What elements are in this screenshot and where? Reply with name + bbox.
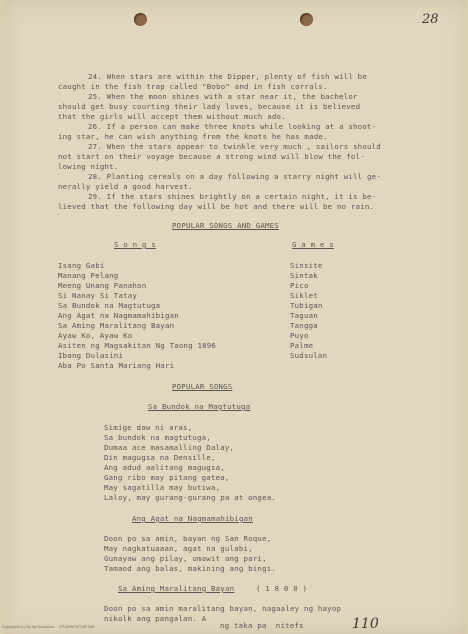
lyric-line: Gunayaw ang pilay, umawit ang pari, — [104, 554, 267, 563]
lyric-line: Sa bundok na magtutuga, — [104, 433, 211, 442]
list-item: Ibang Dulasini — [58, 351, 124, 360]
punch-hole-right — [300, 13, 313, 26]
page-number: 28 — [422, 12, 439, 27]
lyric-line: Tamaod ang balas, makining ang bingi. — [104, 564, 277, 573]
punch-hole-left — [134, 13, 147, 26]
list-item: Taguan — [290, 311, 318, 320]
list-item: Siklet — [290, 291, 318, 300]
popular-songs-title: POPULAR SONGS — [172, 382, 233, 391]
games-header: G a m e s — [292, 240, 334, 249]
list-item: Sinsite — [290, 261, 323, 270]
lyric-line: Ang adud aalitang magugsa, — [104, 463, 225, 472]
section-title: POPULAR SONGS AND GAMES — [172, 221, 279, 230]
paragraph-line: 24. When stars are within the Dipper, plenty of fish will be — [88, 72, 367, 81]
lyric-line: May nagkatuaaan, agat na gulabi, — [104, 544, 253, 553]
paragraph-line: 27. When the stars appear to twinkle very much , sailors should — [88, 142, 381, 151]
paragraph-line: 26. If a person can make three knots while looking at a shoot- — [88, 122, 377, 131]
paragraph-line: ing star, he can wish anything from the knots he has made. — [58, 132, 328, 141]
song-year: ( 1 8 0 0 ) — [256, 584, 308, 593]
paragraph-line: should get busy courting their lady loves, because it is believed — [58, 102, 361, 111]
song-title: Ang Agat na Nagmamahibigan — [132, 514, 253, 523]
song-title: Sa Bundok na Magtutuga — [148, 402, 251, 411]
list-item: Palme — [290, 341, 314, 350]
list-item: Sa Aming Maralitang Bayan — [58, 321, 175, 330]
paragraph-line: lowing night. — [58, 162, 119, 171]
list-item: Sintak — [290, 271, 318, 280]
lyric-line: Dumaa ace masamalling Dalay, — [104, 443, 235, 452]
list-item: Aba Po Santa Mariang Hari — [58, 361, 175, 370]
songs-header: S o n g s — [114, 240, 156, 249]
lyric-line: Laloy, may gurang-gurang pa at ongea. — [104, 493, 277, 502]
paragraph-line: that the girls will accept them without much ado. — [58, 112, 286, 121]
paragraph-line: not start on their voyage because a strong wind will blow the fol- — [58, 152, 365, 161]
paragraph-line: caught in the fish trap called "Bobo" and in fish corrals. — [58, 82, 328, 91]
lyric-line: nikolk ang pangalan. A — [104, 614, 207, 623]
list-item: Asiten ng Magsakitan Ng Taong 1896 — [58, 341, 217, 350]
list-item: Pico — [290, 281, 309, 290]
lyric-line: ng taka pa nitefs — [220, 621, 304, 630]
lyric-line: Din magugsa na Densille, — [104, 453, 216, 462]
paragraph-line: nerally yield a good harvest. — [58, 182, 193, 191]
list-item: Ang Agat na Nagmamahibigan — [58, 311, 179, 320]
list-item: Ayaw Ko, Ayaw Ko — [58, 331, 133, 340]
footer-text: Copyright (c) Dn No Sculpture STUDENTSTORY DAT — [2, 625, 96, 629]
song-title: Sa Aming Maralitang Bayan — [118, 584, 235, 593]
list-item: Tangga — [290, 321, 318, 330]
lyric-line: Doon po sa amin maralitang bayan, nagaaley ng hayop — [104, 604, 342, 613]
list-item: Puyo — [290, 331, 309, 340]
lyric-line: May sagatilla may butiwa, — [104, 483, 221, 492]
list-item: Sa Bundok na Magtutuga — [58, 301, 161, 310]
paragraph-line: 28. Planting cereals on a day following a starry night will ge- — [88, 172, 381, 181]
list-item: Manang Pelang — [58, 271, 119, 280]
list-item: Sudsulan — [290, 351, 328, 360]
list-item: Si Nanay Si Tatay — [58, 291, 138, 300]
lyric-line: Doon po sa amin, bayan ng San Roque, — [104, 534, 272, 543]
paragraph-line: 29. If the stars shines brightly on a certain night, it is be- — [88, 192, 377, 201]
lyric-line: Gang ribo may pitang gatea, — [104, 473, 230, 482]
paragraph-line: 25. When the moon shines with a star near it, the bachelor — [88, 92, 358, 101]
paragraph-line: lieved that the following day will be hot and there will be no rain. — [58, 202, 375, 211]
list-item: Tubigan — [290, 301, 323, 310]
lyric-line: Simige daw ni aras, — [104, 423, 193, 432]
list-item: Isang Gabi — [58, 261, 105, 270]
bottom-number: 110 — [352, 616, 379, 632]
list-item: Meeng Unang Panahon — [58, 281, 147, 290]
